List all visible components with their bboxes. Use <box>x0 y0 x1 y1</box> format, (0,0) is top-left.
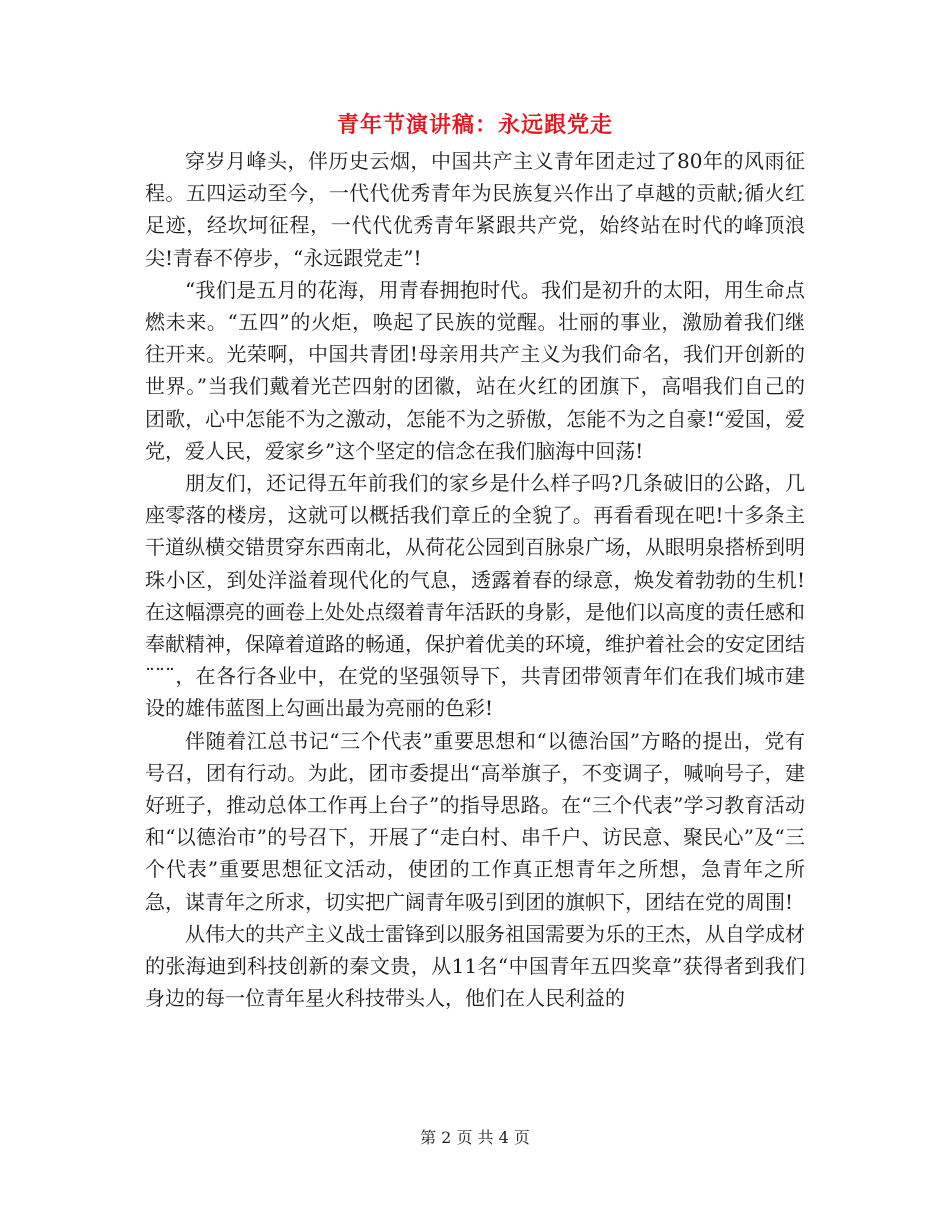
paragraph-4: 伴随着江总书记“三个代表”重要思想和“以德治国”方略的提出，党有号召，团有行动。为此，团市委提出“高举旗子，不变调子，喊响号子，建好班子，推动总体工作再上台子”的指导思路。在“三个代表”学习教育活动和“以德治市”的号召下，开展了“走白村、串千户、访民意、聚民心”及“三个代表”重要思想征文活动，使团的工作真正想青年之所想，急青年之所急，谋青年之所求，切实把广阔青年吸引到团的旗帜下，团结在党的周围! <box>145 728 805 914</box>
paragraph-1: 穿岁月峰头，伴历史云烟，中国共产主义青年团走过了80年的风雨征程。五四运动至今，一代代优秀青年为民族复兴作出了卓越的贡献;循火红足迹，经坎坷征程，一代代优秀青年紧跟共产党，始终站在时代的峰顶浪尖!青春不停步，“永远跟党走”! <box>145 149 805 270</box>
paragraph-2: “我们是五月的花海，用青春拥抱时代。我们是初升的太阳，用生命点燃未来。“五四”的火炬，唤起了民族的觉醒。壮丽的事业，激励着我们继往开来。光荣啊，中国共青团!母亲用共产主义为我们命名，我们开创新的世界。”当我们戴着光芒四射的团徽，站在火红的团旗下，高唱我们自己的团歌，心中怎能不为之激动，怎能不为之骄傲，怎能不为之自豪!“爱国，爱党，爱人民，爱家乡”这个坚定的信念在我们脑海中回荡! <box>145 277 805 463</box>
page-title: 青年节演讲稿：永远跟党走 <box>336 112 613 138</box>
paragraph-3: 朋友们，还记得五年前我们的家乡是什么样子吗?几条破旧的公路，几座零落的楼房，这就可以概括我们章丘的全貌了。再看看现在吧!十多条主干道纵横交错贯穿东西南北，从荷花公园到百脉泉广场，从眼明泉搭桥到明珠小区，到处洋溢着现代化的气息，透露着春的绿意，焕发着勃勃的生机!在这幅漂亮的画卷上处处点缀着青年活跃的身影，是他们以高度的责任感和奉献精神，保障着道路的畅通，保护着优美的环境，维护着社会的安定团结¨¨¨，在各行各业中，在党的坚强领导下，共青团带领青年们在我们城市建设的雄伟蓝图上勾画出最为亮丽的色彩! <box>145 471 805 721</box>
body-text <box>145 145 805 1014</box>
paragraph-5: 从伟大的共产主义战士雷锋到以服务祖国需要为乐的王杰，从自学成材的张海迪到科技创新的秦文贵，从11名“中国青年五四奖章”获得者到我们身边的每一位青年星火科技带头人，他们在人民利益的 <box>145 921 805 1011</box>
page-footer: 第 2 页 共 4 页 <box>420 1128 530 1147</box>
